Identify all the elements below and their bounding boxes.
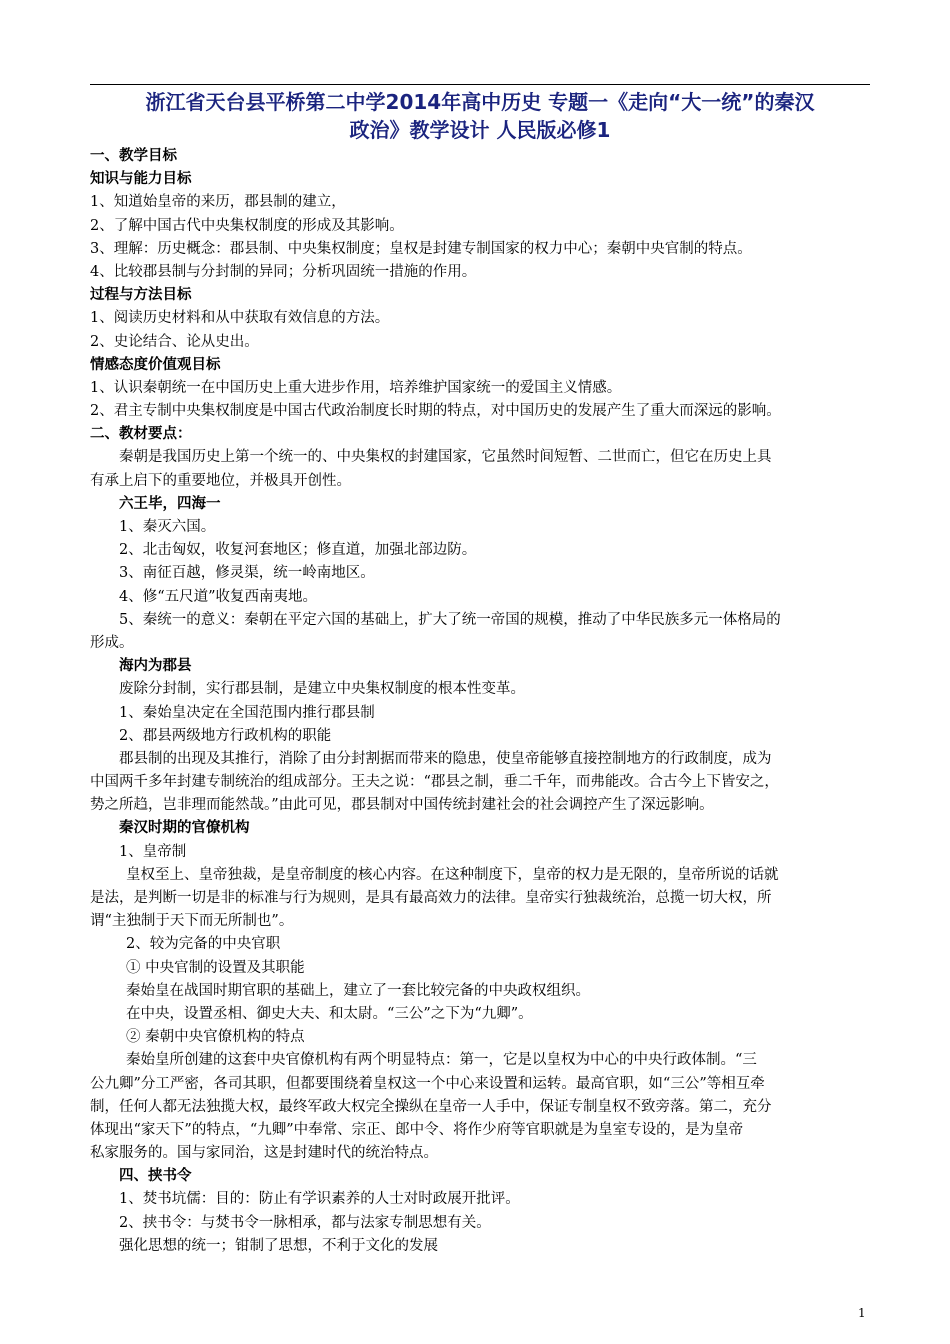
- paragraph-line: 2、郡县两级地方行政机构的职能: [119, 727, 332, 744]
- paragraph-line: 1、认识秦朝统一在中国历史上重大进步作用，培养维护国家统一的爱国主义情感。: [90, 379, 622, 396]
- title-line-1: 浙江省天台县平桥第二中学2014年高中历史 专题一《走向“大一统”的秦汉: [145, 90, 815, 114]
- paragraph-line: 秦朝是我国历史上第一个统一的、中央集权的封建国家，它虽然时间短暂、二世而亡，但它在历史上具: [119, 449, 772, 466]
- section-heading: 秦汉时期的官僚机构: [119, 820, 250, 837]
- paragraph-line: 1、焚书坑儒：目的：防止有学识素养的人士对时政展开批评。: [119, 1191, 520, 1208]
- paragraph-line: 皇权至上、皇帝独裁，是皇帝制度的核心内容。在这种制度下，皇帝的权力是无限的，皇帝所说的话就: [126, 866, 779, 883]
- paragraph-line: 3、南征百越，修灵渠，统一岭南地区。: [119, 565, 375, 582]
- paragraph-line: 中国两千多年封建专制统治的组成部分。王夫之说：“郡县之制，垂二千年，而弗能改。合古今上下皆安之，: [90, 774, 779, 791]
- header-rule: [90, 84, 870, 85]
- paragraph-line: 废除分封制，实行郡县制，是建立中央集权制度的根本性变革。: [119, 681, 525, 698]
- section-heading: 知识与能力目标: [90, 171, 192, 188]
- paragraph-line: 郡县制的出现及其推行，消除了由分封割据而带来的隐患，使皇帝能够直接控制地方的行政制度，成为: [119, 750, 772, 767]
- paragraph-line: ② 秦朝中央官僚机构的特点: [126, 1029, 305, 1046]
- section-heading: 六王毕，四海一: [119, 495, 221, 512]
- section-heading: 四、挟书令: [119, 1168, 192, 1185]
- paragraph-line: 2、较为完备的中央官职: [126, 936, 281, 953]
- paragraph-line: 是法，是判断一切是非的标准与行为规则，是具有最高效力的法律。皇帝实行独裁统治，总揽一切大权，所: [90, 890, 772, 906]
- paragraph-line: 1、阅读历史材料和从中获取有效信息的方法。: [90, 310, 390, 327]
- paragraph-line: 4、比较郡县制与分封制的异同；分析巩固统一措施的作用。: [90, 263, 477, 280]
- paragraph-line: 公九卿”分工严密，各司其职，但都要围绕着皇权这一个中心来设置和运转。最高官职，如“三公”等相互牵: [90, 1075, 765, 1092]
- paragraph-line: 2、挟书令：与焚书令一脉相承，都与法家专制思想有关。: [119, 1214, 491, 1231]
- paragraph-line: 1、皇帝制: [119, 843, 187, 860]
- paragraph-line: 势之所趋，岂非理而能然哉。”由此可见，郡县制对中国传统封建社会的社会调控产生了深远影响。: [90, 797, 714, 814]
- section-heading: 二、教材要点：: [90, 426, 192, 443]
- paragraph-line: 私家服务的。国与家同治，这是封建时代的统治特点。: [90, 1145, 438, 1162]
- paragraph-line: 2、史论结合、论从史出。: [90, 333, 259, 350]
- section-heading: 过程与方法目标: [90, 287, 192, 304]
- paragraph-line: 2、北击匈奴，收复河套地区；修直道，加强北部边防。: [119, 542, 477, 559]
- paragraph-line: 秦始皇在战国时期官职的基础上，建立了一套比较完备的中央政权组织。: [126, 982, 590, 999]
- paragraph-line: 1、秦灭六国。: [119, 519, 216, 535]
- section-heading: 海内为郡县: [119, 658, 192, 675]
- paragraph-line: 形成。: [90, 634, 134, 651]
- paragraph-line: ① 中央官制的设置及其职能: [126, 959, 305, 976]
- paragraph-line: 2、君主专制中央集权制度是中国古代政治制度长时期的特点，对中国历史的发展产生了重大而深远的影响。: [90, 403, 781, 420]
- paragraph-line: 2、了解中国古代中央集权制度的形成及其影响。: [90, 217, 404, 234]
- paragraph-line: 有承上启下的重要地位，并极具开创性。: [90, 472, 351, 489]
- paragraph-line: 1、秦始皇决定在全国范围内推行郡县制: [119, 704, 375, 721]
- paragraph-line: 4、修“五尺道”收复西南夷地。: [119, 588, 318, 605]
- paragraph-line: 体现出“家天下”的特点，“九卿”中奉常、宗正、郎中令、将作少府等官职就是为皇室专设的，是为皇帝: [90, 1121, 744, 1138]
- section-heading: 一、教学目标: [90, 148, 177, 164]
- page-number: 1: [858, 1306, 866, 1320]
- paragraph-line: 5、秦统一的意义：秦朝在平定六国的基础上，扩大了统一帝国的规模，推动了中华民族多元一体格局的: [119, 611, 781, 628]
- document-page: [90, 0, 870, 1344]
- paragraph-line: 谓“主独制于天下而无所制也”。: [90, 913, 294, 930]
- paragraph-line: 秦始皇所创建的这套中央官僚机构有两个明显特点：第一，它是以皇权为中心的中央行政体制。“三: [126, 1052, 757, 1069]
- title-line-2: 政治》教学设计 人民版必修1: [349, 118, 611, 142]
- paragraph-line: 1、知道始皇帝的来历，郡县制的建立，: [90, 194, 346, 211]
- document-body: [90, 145, 870, 1258]
- paragraph-line: 在中央，设置丞相、御史大夫、和太尉。“三公”之下为“九卿”。: [126, 1005, 533, 1022]
- paragraph-line: 3、理解：历史概念：郡县制、中央集权制度；皇权是封建专制国家的权力中心；秦朝中央官制的特点。: [90, 240, 752, 257]
- section-heading: 情感态度价值观目标: [90, 356, 221, 373]
- paragraph-line: 制，任何人都无法独揽大权，最终军政大权完全操纵在皇帝一人手中，保证专制皇权不致旁落。第二，充分: [90, 1098, 772, 1115]
- paragraph-line: 强化思想的统一；钳制了思想，不利于文化的发展: [119, 1237, 438, 1254]
- document-title: [90, 88, 870, 144]
